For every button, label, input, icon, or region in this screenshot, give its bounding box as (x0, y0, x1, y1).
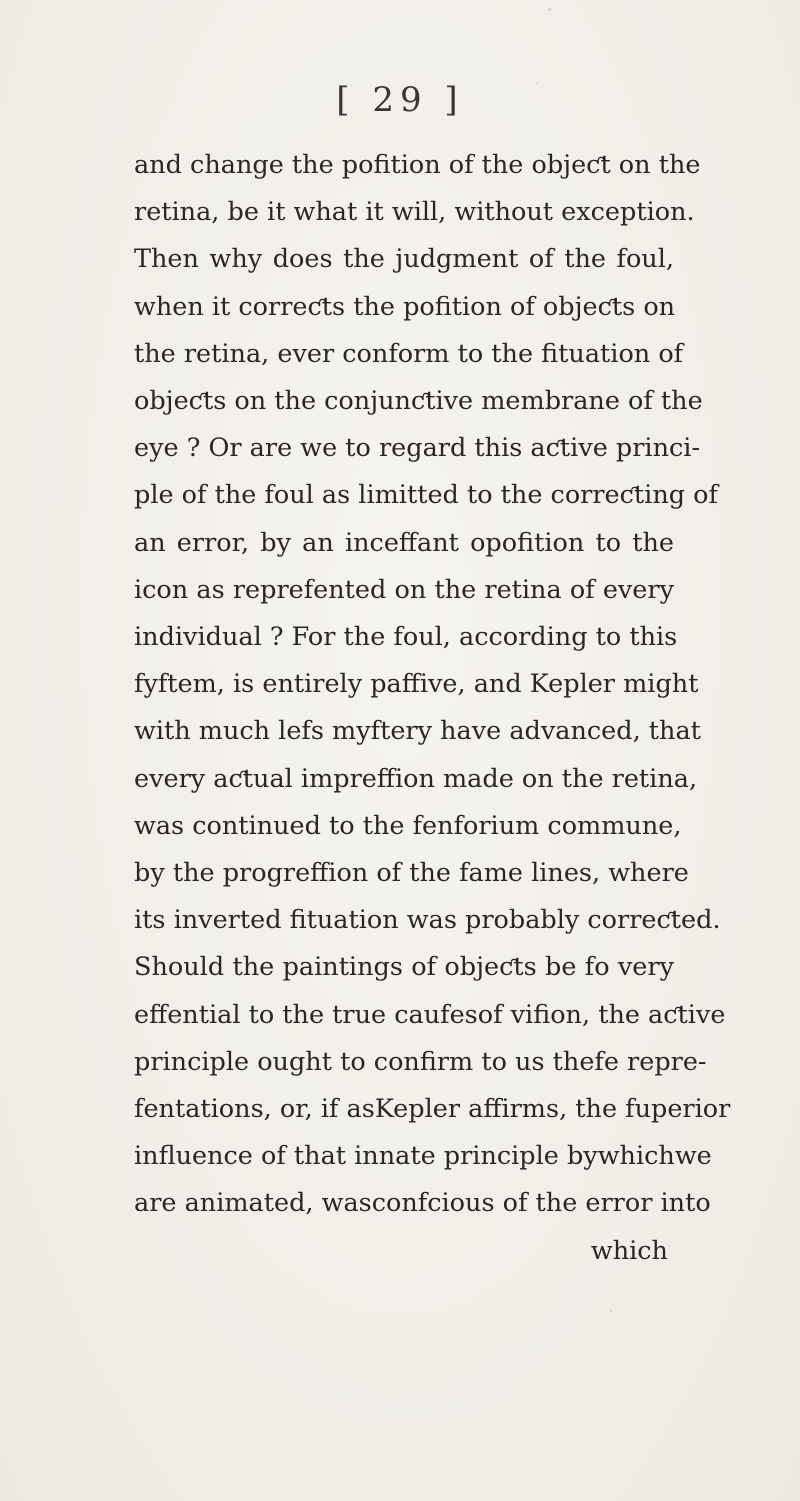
text-line: eye ? Or are we to regard this aƈtive princi- (134, 433, 701, 464)
text-line: with much lefs myftery have advanced, that (134, 716, 701, 747)
text-line: fyftem, is entirely paffive, and Kepler might (134, 669, 699, 700)
paper-speck (536, 82, 538, 84)
body-text (134, 142, 731, 1275)
text-line: effential to the true caufesof vifion, the aƈtive (134, 999, 726, 1030)
text-line: its inverted fituation was probably correƈted. (134, 905, 721, 936)
page-number: [ 29 ] (336, 80, 464, 120)
text-line: was continued to the fenforium commune, (134, 810, 682, 841)
text-line: an error, by an inceffant opofition to the (134, 527, 674, 558)
text-line: the retina, ever conform to the fituation of (134, 338, 684, 369)
text-line: fentations, or, if asKepler affirms, the fuperior (134, 1094, 731, 1125)
text-line: ple of the foul as limitted to the correƈting of (134, 480, 718, 511)
paper-speck (228, 1200, 230, 1202)
text-line: by the progreffion of the fame lines, where (134, 858, 689, 889)
text-line: icon as reprefented on the retina of every (134, 574, 674, 605)
catchword: which (590, 1235, 668, 1266)
text-line: influence of that innate principle bywhichwe (134, 1141, 712, 1172)
text-line: Should the paintings of objeƈts be fo very (134, 952, 674, 983)
paper-speck (548, 8, 551, 11)
text-line: and change the pofition of the objeƈt on the (134, 150, 701, 180)
text-line: individual ? For the foul, according to this (134, 622, 678, 653)
text-line: every aƈtual impreffion made on the retina, (134, 763, 698, 794)
text-line: when it correƈts the pofition of objeƈts on (134, 291, 676, 322)
paper-speck (610, 1310, 612, 1312)
text-line: are animated, wasconfcious of the error into (134, 1188, 711, 1219)
text-line: principle ought to confirm to us thefe repre- (134, 1046, 707, 1077)
text-line: Then why does the judgment of the foul, (134, 244, 674, 275)
text-line: retina, be it what it will, without exception. (134, 197, 695, 228)
text-line: objeƈts on the conjunƈtive membrane of the (134, 386, 703, 417)
